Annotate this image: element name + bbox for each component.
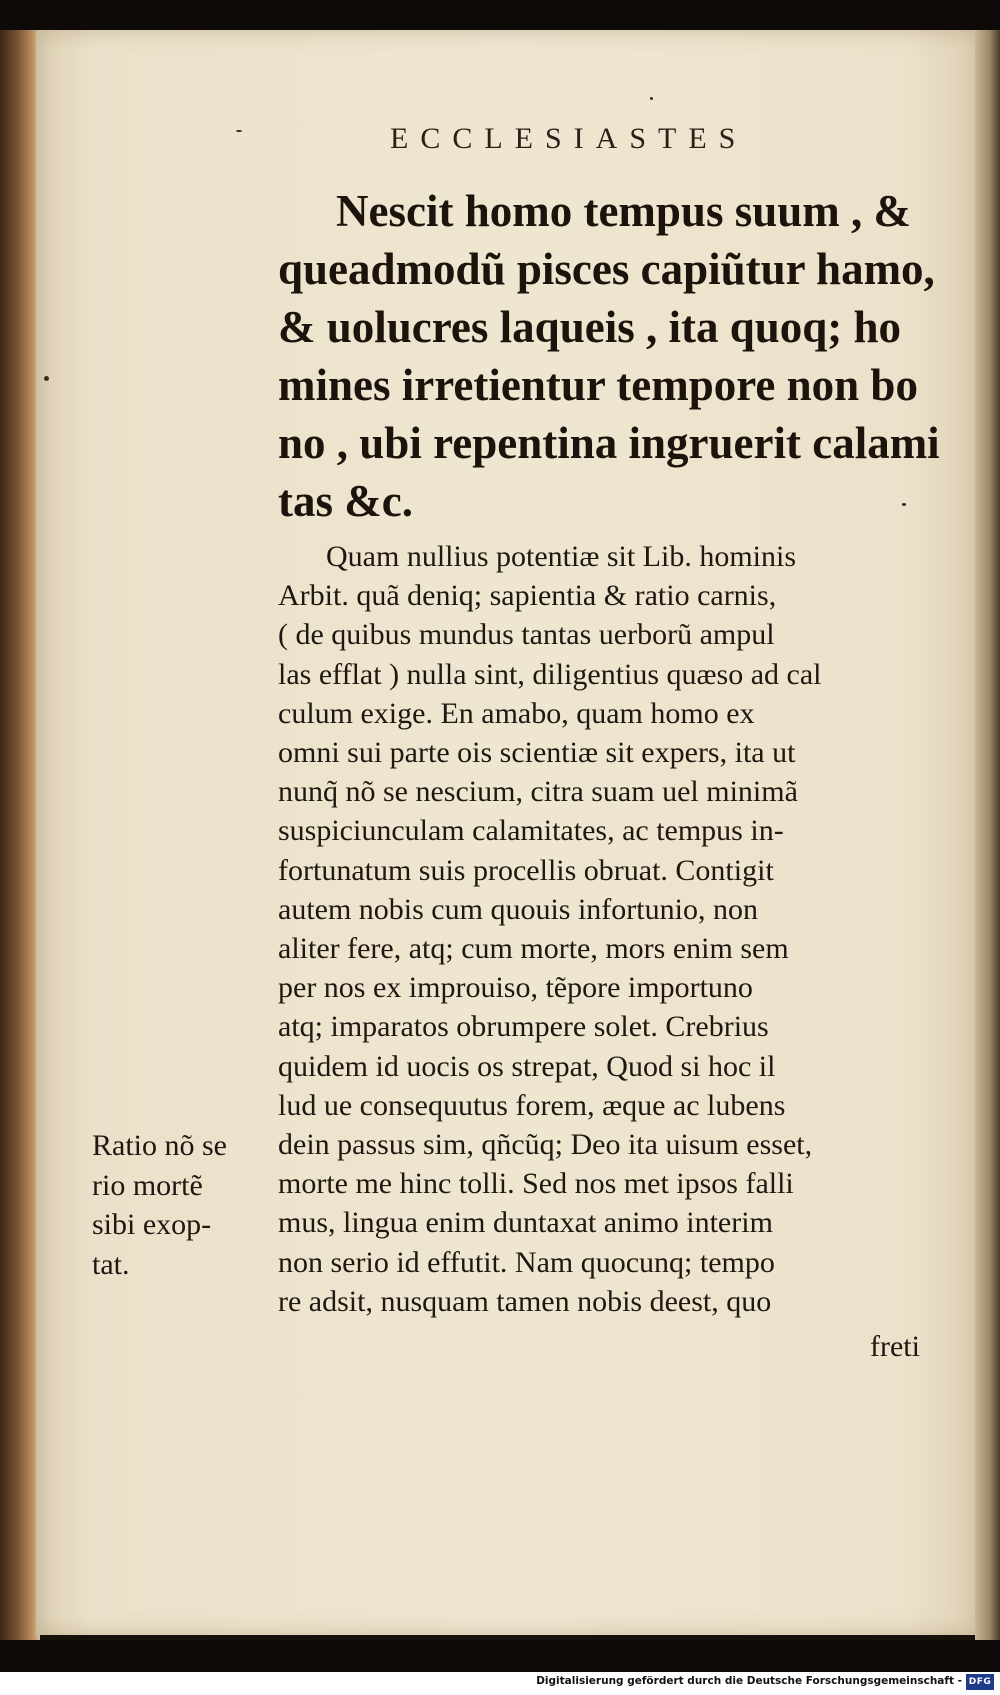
footer-bar — [0, 1672, 1000, 1695]
heading-line: queadmodũ pisces capiũtur hamo, — [278, 244, 935, 294]
margin-note-line: tat. — [92, 1247, 130, 1281]
body-line: mus, lingua enim duntaxat animo interim — [278, 1206, 773, 1240]
margin-note-line: rio mortẽ — [92, 1168, 203, 1202]
margin-note-line: sibi exop- — [92, 1208, 212, 1241]
body-line: autem nobis cum quouis infortunio, non — [278, 892, 758, 926]
ink-speck — [44, 376, 49, 381]
body-line: Arbit. quã deniq; sapientia & ratio carnis, — [278, 579, 777, 613]
body-line: lud ue consequutus forem, æque ac lubens — [278, 1088, 786, 1122]
heading-line: tas &c. — [278, 476, 413, 526]
body-line: omni sui parte ois scientiæ sit expers, ita ut — [278, 736, 796, 770]
body-line: nunq̃ nõ se nescium, citra suam uel minimã — [278, 775, 798, 809]
body-line: dein passus sim, qñcũq; Deo ita uisum esset, — [278, 1128, 813, 1162]
body-line: per nos ex improuiso, tẽpore importuno — [278, 971, 753, 1005]
running-head: ECCLESIASTES — [390, 122, 748, 155]
body-line: Quam nullius potentiæ sit Lib. hominis — [326, 540, 797, 573]
heading-line: mines irretientur tempore non bo — [278, 360, 918, 410]
ink-speck — [650, 97, 653, 100]
body-line: quidem id uocis os strepat, Quod si hoc il — [278, 1049, 776, 1083]
body-line: non serio id effutit. Nam quocunq; tempo — [278, 1245, 775, 1279]
body-line: morte me hinc tolli. Sed nos met ipsos falli — [278, 1167, 794, 1201]
heading-line: Nescit homo tempus suum , & — [336, 186, 912, 236]
body-line: ( de quibus mundus tantas uerborũ ampul — [278, 618, 775, 652]
bottom-scan-border — [0, 1640, 1000, 1672]
top-scan-border — [0, 0, 1000, 32]
body-line: atq; imparatos obrumpere solet. Crebrius — [278, 1010, 769, 1044]
page-fore-edge — [975, 30, 1000, 1640]
body-line: re adsit, nusquam tamen nobis deest, quo — [278, 1284, 772, 1318]
dfg-logo: DFG — [966, 1674, 994, 1690]
body-line: aliter fere, atq; cum morte, mors enim sem — [278, 932, 789, 966]
catchword: freti — [870, 1330, 920, 1363]
body-line: las efflat ) nulla sint, diligentius quæso ad cal — [278, 657, 822, 691]
margin-note — [92, 1126, 262, 1284]
heading-line: & uolucres laqueis , ita quoq; ho — [278, 302, 902, 352]
book-spine-edge — [0, 30, 40, 1640]
body-line: culum exige. En amabo, quam homo ex — [278, 696, 755, 730]
body-paragraph — [278, 537, 948, 1321]
funding-credit: Digitalisierung gefördert durch die Deutsche Forschungsgemeinschaft - — [536, 1675, 962, 1687]
body-line: suspiciunculam calamitates, ac tempus in- — [278, 814, 784, 848]
heading-paragraph — [278, 182, 938, 530]
ink-speck — [236, 130, 242, 132]
heading-line: no , ubi repentina ingruerit calami — [278, 418, 940, 468]
margin-note-line: Ratio nõ se — [92, 1129, 227, 1162]
body-line: fortunatum suis procellis obruat. Contigit — [278, 853, 774, 887]
